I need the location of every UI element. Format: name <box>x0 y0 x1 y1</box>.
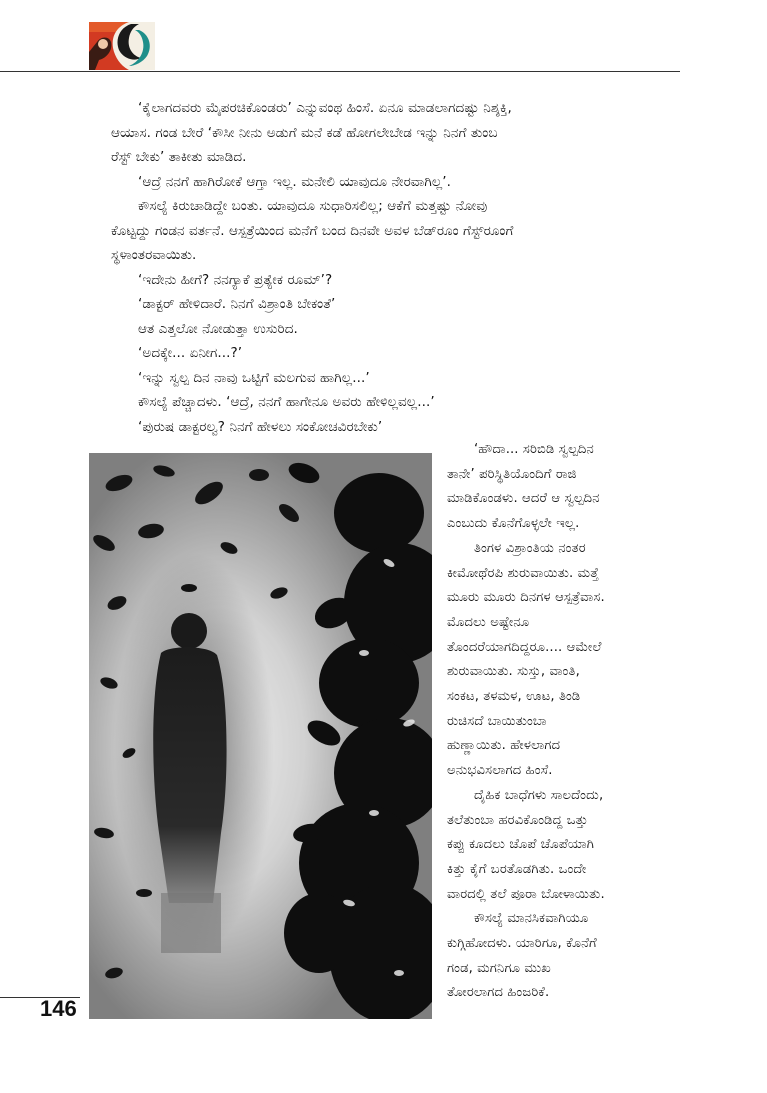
text-line: ‘ಕೈಲಾಗದವರು ಮೈಪರಚಿಕೊಂಡರು’ ಎನ್ನುವಂಥ ಹಿಂಸೆ. ಏನೂ ಮಾಡಲಾಗದಷ್ಟು ನಿಶ್ಶಕ್ತಿ, <box>138 100 512 116</box>
text-line: ಕಪ್ಪು ಕೂದಲು ಚೊಪೆ ಚೊಪೆಯಾಗಿ <box>447 837 595 853</box>
text-line: ವಾರದಲ್ಲಿ ತಲೆ ಪೂರಾ ಬೋಳಾಯಿತು. <box>447 886 605 902</box>
magazine-logo-icon <box>89 22 155 70</box>
text-line: ‘ಡಾಕ್ಟರ್ ಹೇಳಿದಾರೆ. ನಿನಗೆ ವಿಶ್ರಾಂತಿ ಬೇಕಂತೆ’ <box>138 296 336 312</box>
text-line: ‘ಇದೇನು ಹೀಗೆ? ನನಗ್ಯಾಕೆ ಪ್ರತ್ಯೇಕ ರೂಮ್’? <box>138 271 333 288</box>
text-line: ತಾನೇ’ ಪರಿಸ್ಥಿತಿಯೊಂದಿಗೆ ರಾಜಿ <box>447 466 577 482</box>
text-line: ರುಚಿಸದೆ ಬಾಯಿತುಂಬಾ <box>447 713 547 729</box>
text-line: ತೊಂದರೆಯಾಗದಿದ್ದರೂ.... ಆಮೇಲೆ <box>447 639 602 655</box>
page-number: 146 <box>40 996 77 1021</box>
text-line: ಮಾಡಿಕೊಂಡಳು. ಆದರೆ ಆ ಸ್ವಲ್ಪದಿನ <box>447 491 600 507</box>
text-line: ಆಯಾಸ. ಗಂಡ ಬೇರೆ ‘ಕೌಸೀ ನೀನು ಅಡುಗೆ ಮನೆ ಕಡೆ ಹೋಗಲೇಬೇಡ ಇನ್ನು ನಿನಗೆ ತುಂಬ <box>111 124 498 141</box>
main-text-block <box>111 96 691 439</box>
text-line: ಶುರುವಾಯಿತು. ಸುಸ್ತು, ವಾಂತಿ, <box>447 664 580 680</box>
text-line: ಮೂರು ಮೂರು ದಿನಗಳ ಆಸ್ಪತ್ರೆವಾಸ. <box>447 590 605 606</box>
text-line: ಸಂಕಟ, ತಳಮಳ, ಊಟ, ತಿಂಡಿ <box>447 689 581 705</box>
story-illustration <box>89 453 432 1019</box>
header-rule <box>0 71 680 72</box>
text-line: ತಿಂಗಳ ವಿಶ್ರಾಂತಿಯ ನಂತರ <box>474 540 586 556</box>
text-line: ಸ್ಥಳಾಂತರವಾಯಿತು. <box>111 247 197 263</box>
text-line: ಎಂಬುದು ಕೊನೆಗೊಳ್ಳಲೇ ಇಲ್ಲ. <box>447 516 580 532</box>
text-line: ಕೀಮೋಥೆರಪಿ ಶುರುವಾಯಿತು. ಮತ್ತೆ <box>447 565 599 581</box>
text-line: ‘ಅದಕ್ಕೇ... ಏನೀಗ...?’ <box>138 345 243 361</box>
text-line: ಕೌಸಲ್ಯೆ ಪೆಚ್ಚಾದಳು. ‘ಆದ್ರೆ, ನನಗೆ ಹಾಗೇನೂ ಅವರು ಹೇಳಿಲ್ಲವಲ್ಲ...’ <box>138 394 435 410</box>
text-line: ‘ಹೌದಾ... ಸರಿಬಿಡಿ ಸ್ವಲ್ಪದಿನ <box>474 442 594 457</box>
text-line: ಮೊದಲು ಅಷ್ಟೇನೂ <box>447 614 530 630</box>
text-line: ಆತ ಎತ್ತಲೋ ನೋಡುತ್ತಾ ಉಸುರಿದ. <box>138 320 298 337</box>
text-line: ಕೌಸಲ್ಯೆ ಕಿರುಚಾಡಿದ್ದೇ ಬಂತು. ಯಾವುದೂ ಸುಧಾರಿಸಲಿಲ್ಲ; ಆಕೆಗೆ ಮತ್ತಷ್ಟು ನೋವು <box>138 198 488 214</box>
text-line: ‘ಆದ್ರೆ ನನಗೆ ಹಾಗಿರೋಕೆ ಆಗ್ತಾ ಇಲ್ಲ. ಮನೇಲಿ ಯಾವುದೂ ನೇರವಾಗಿಲ್ಲ’. <box>138 173 452 190</box>
side-text-block <box>447 438 697 1006</box>
text-line: ಗಂಡ, ಮಗನಿಗೂ ಮುಖ <box>447 960 551 976</box>
text-line: ಕುಗ್ಗಿಹೋದಳು. ಯಾರಿಗೂ, ಕೊನೆಗೆ <box>447 936 597 952</box>
text-line: ಕೊಟ್ಟದ್ದು ಗಂಡನ ವರ್ತನೆ. ಆಸ್ಪತ್ರೆಯಿಂದ ಮನೆಗೆ ಬಂದ ದಿನವೇ ಅವಳ ಬೆಡ್‌ರೂಂ ಗೆಸ್ಟ್‌ರೂಂಗೆ <box>111 222 514 239</box>
text-line: ದೈಹಿಕ ಬಾಧೆಗಳು ಸಾಲದೆಂದು, <box>474 787 604 803</box>
text-line: ‘ಪುರುಷ ಡಾಕ್ಟರಲ್ವ? ನಿನಗೆ ಹೇಳಲು ಸಂಕೋಚವಿರಬೇಕು’ <box>138 418 383 435</box>
text-line: ಕಿತ್ತು ಕೈಗೆ ಬರತೊಡಗಿತು. ಒಂದೇ <box>447 861 587 877</box>
text-line: ಹುಣ್ಣಾಯಿತು. ಹೇಳಲಾಗದ <box>447 738 561 754</box>
text-line: ತಲೆತುಂಬಾ ಹರವಿಕೊಂಡಿದ್ದ ಒತ್ತು <box>447 812 589 828</box>
text-line: ಅನುಭವಿಸಲಾಗದ ಹಿಂಸೆ. <box>447 763 553 779</box>
text-line: ‘ಇನ್ನು ಸ್ವಲ್ಪ ದಿನ ನಾವು ಒಟ್ಟಿಗೆ ಮಲಗುವ ಹಾಗಿಲ್ಲ...’ <box>138 369 370 386</box>
text-line: ತೋರಲಾಗದ ಹಿಂಜರಿಕೆ. <box>447 985 550 1001</box>
text-line: ಕೌಸಲ್ಯೆ ಮಾನಸಿಕವಾಗಿಯೂ <box>474 911 589 927</box>
text-line: ರೆಸ್ಟ್ ಬೇಕು’ ತಾಕೀತು ಮಾಡಿದ. <box>111 149 247 165</box>
